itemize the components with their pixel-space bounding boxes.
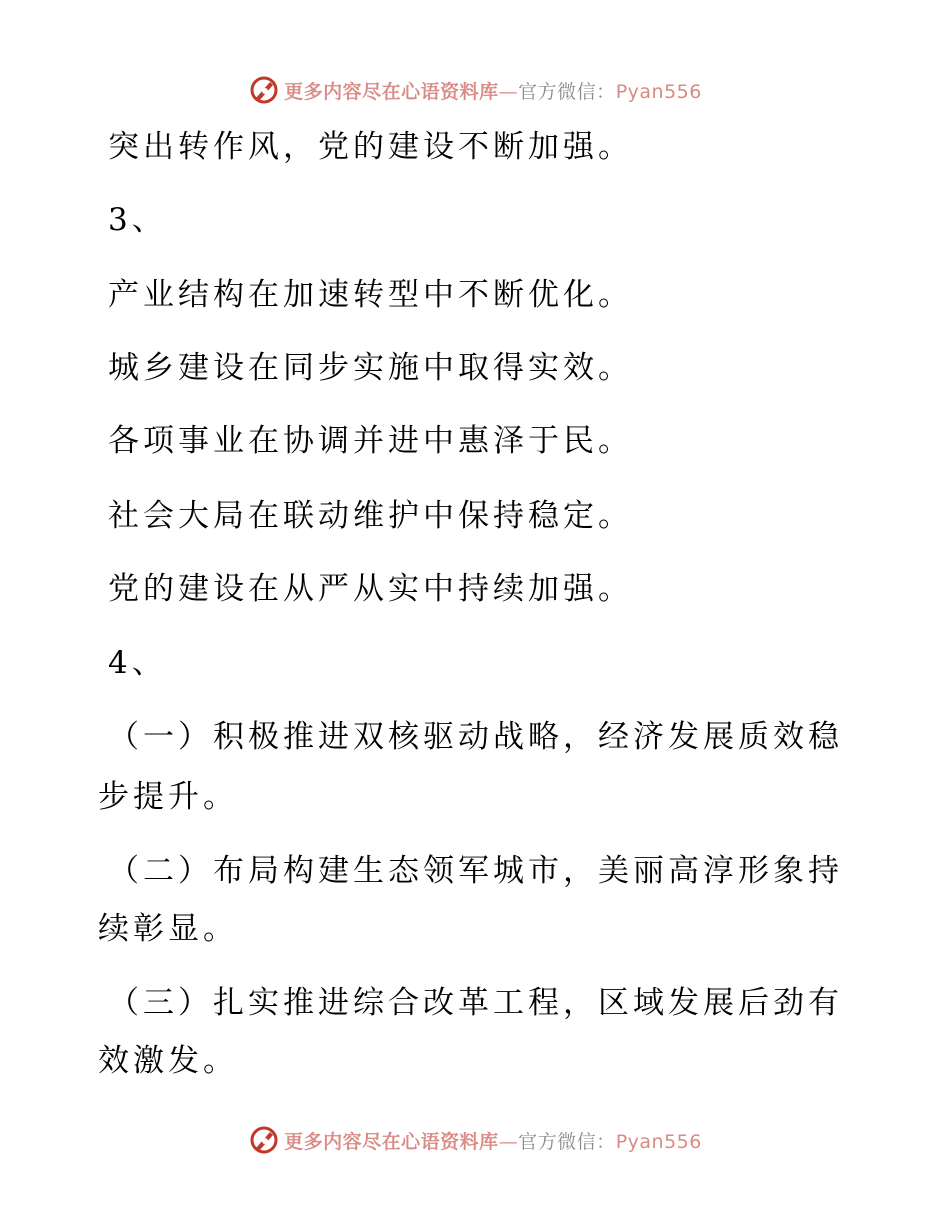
- watermark-id: Pyan556: [615, 1130, 702, 1153]
- section-number: 3、: [108, 202, 167, 238]
- paragraph-line: 各项事业在协调并进中惠泽于民。: [108, 423, 633, 459]
- paragraph-line: （二）布局构建生态领军城市，美丽高淳形象持: [108, 853, 843, 889]
- paragraph-line-continued: 步提升。: [98, 779, 238, 815]
- pen-logo-icon: [248, 74, 280, 106]
- watermark-official: 官方微信：: [518, 80, 616, 103]
- paragraph-line-continued: 续彰显。: [98, 911, 238, 947]
- paragraph-line: 产业结构在加速转型中不断优化。: [108, 277, 633, 313]
- watermark-official: 官方微信：: [518, 1130, 616, 1153]
- watermark-id: Pyan556: [615, 80, 702, 103]
- watermark-dash: —: [498, 80, 519, 103]
- pen-logo-icon: [248, 1124, 280, 1156]
- paragraph-line: （一）积极推进双核驱动战略，经济发展质效稳: [108, 719, 843, 755]
- watermark-text: [284, 77, 702, 104]
- paragraph-line: 城乡建设在同步实施中取得实效。: [108, 350, 633, 386]
- header-watermark: [0, 70, 950, 110]
- paragraph-line: 党的建设在从严从实中持续加强。: [108, 571, 633, 607]
- section-number: 4、: [108, 645, 167, 681]
- watermark-main: 更多内容尽在心语资料库: [284, 80, 499, 103]
- paragraph-line: 社会大局在联动维护中保持稳定。: [108, 498, 633, 534]
- paragraph-line: 突出转作风，党的建设不断加强。: [108, 129, 633, 165]
- watermark-main: 更多内容尽在心语资料库: [284, 1130, 499, 1153]
- paragraph-line-continued: 效激发。: [98, 1043, 238, 1079]
- watermark-dash: —: [498, 1130, 519, 1153]
- paragraph-line: （三）扎实推进综合改革工程，区域发展后劲有: [108, 985, 843, 1021]
- footer-watermark: [0, 1120, 950, 1160]
- watermark-text: [284, 1127, 702, 1154]
